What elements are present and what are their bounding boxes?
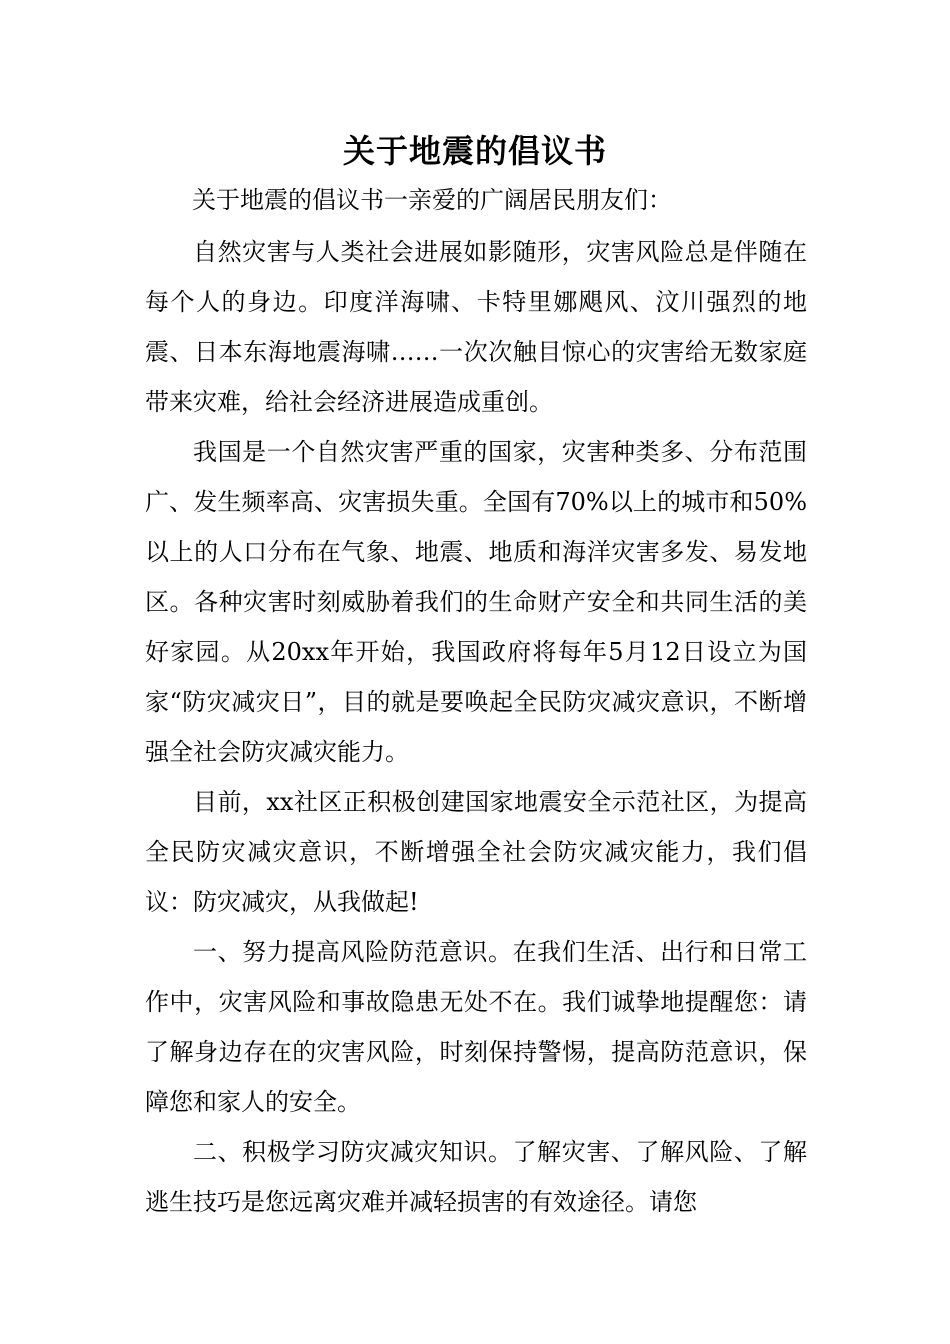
paragraph-risk-awareness: 一、努力提高风险防范意识。在我们生活、出行和日常工作中，灾害风险和事故隐患无处不在。我们诚挚地提醒您：请了解身边存在的灾害风险，时刻保持警惕，提高防范意识，保障您和家人的安全。 xyxy=(145,938,807,1116)
paragraph-learn-knowledge: 二、积极学习防灾减灾知识。了解灾害、了解风险、了解逃生技巧是您远离灾难并减轻损害的有效途径。请您 xyxy=(145,1138,807,1216)
paragraph-national-situation: 我国是一个自然灾害严重的国家，灾害种类多、分布范围广、发生频率高、灾害损失重。全国有70%以上的城市和50%以上的人口分布在气象、地震、地质和海洋灾害多发、易发地区。各种灾害时刻威胁着我们的生命财产安全和共同生活的美好家园。从20xx年开始，我国政府将每年5月12日设立为国家“防灾减灾日”，目的就是要唤起全民防灾减灾意识，不断增强全社会防灾减灾能力。 xyxy=(145,438,807,766)
paragraph-disaster-risk: 自然灾害与人类社会进展如影随形，灾害风险总是伴随在每个人的身边。印度洋海啸、卡特里娜飓风、汶川强烈的地震、日本东海地震海啸……一次次触目惊心的灾害给无数家庭带来灾难，给社会经济进展造成重创。 xyxy=(145,238,807,416)
document-title: 关于地震的倡议书 xyxy=(342,132,607,170)
paragraph-community-initiative: 目前，xx社区正积极创建国家地震安全示范社区，为提高全民防灾减灾意识，不断增强全社会防灾减灾能力，我们倡议：防灾减灾，从我做起! xyxy=(145,788,807,916)
document-intro: 关于地震的倡议书一亲爱的广阔居民朋友们： xyxy=(192,186,672,214)
document-body xyxy=(145,227,807,1227)
